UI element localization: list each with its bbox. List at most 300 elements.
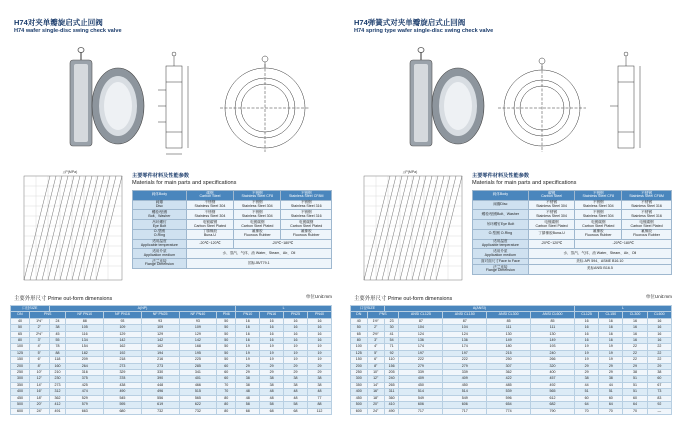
dimensions-cell: 16 [236,331,260,337]
dimensions-cell: 556 [141,395,179,401]
dimensions-cell: 50 [351,325,368,331]
materials-title-cn: 主要零件材料及性能参数 [472,173,530,179]
dimensions-cell: 80 [217,395,236,401]
dimensions-cell: 70 [574,408,598,414]
dimensions-cell: 329 [104,370,142,376]
dimensions-subheader-cell: PN6 [217,312,236,318]
dimensions-cell: 29 [260,370,284,376]
dimensions-cell: 30 [384,325,399,331]
dimensions-cell: 64 [574,402,598,408]
dimensions-cell: 16 [284,338,308,344]
dimensions-cell: 88 [49,350,66,356]
dimensions-cell: 663 [66,408,104,414]
dimensions-cell: 54 [384,338,399,344]
dimensions-cell: 19 [260,357,284,363]
dimensions-cell: 515 [179,389,217,395]
materials-header-cell: 不锈钢 Stainless Steel CF8M [281,191,332,201]
dimensions-cell: 60 [623,395,647,401]
dimensions-cell: 29 [647,363,671,369]
dimensions-cell: 490 [104,389,142,395]
dimensions-cell: 400 [351,389,368,395]
dimensions-cell: 55 [49,338,66,344]
dimensions-cell: 1½" [29,318,49,324]
dimensions-cell: 6" [29,357,49,363]
dimensions-cell: 130 [531,331,575,337]
dimensions-cell: 129 [141,331,179,337]
table-row [351,408,672,414]
dimensions-cell: 312 [49,389,66,395]
dimensions-cell: 339 [399,370,443,376]
dimensions-cell: 19 [307,350,331,356]
materials-value-cell: 氟橡胶 Fluorous Rubber [575,229,622,239]
dimensions-unit: 单位Unit:mm [645,294,672,299]
dimensions-subheader-cell: PN10 [236,312,260,318]
dimensions-cell: 19 [599,350,623,356]
dimensions-cell: 80 [217,402,236,408]
dimensions-cell: 265 [384,382,399,388]
dimensions-cell: 38 [236,376,260,382]
materials-value-cell: 不锈钢 Stainless Steel 316 [622,210,672,220]
dimensions-cell: 240 [531,350,575,356]
dimensions-cell: 450 [443,382,487,388]
dimensions-cell: 29 [307,370,331,376]
dimensions-cell: 105 [66,325,104,331]
dimensions-cell: 732 [179,408,217,414]
dimensions-cell: 38 [307,382,331,388]
dimensions-cell: 19 [260,350,284,356]
dimensions-header-cell: L [236,306,332,312]
dimensions-cell: 222 [443,357,487,363]
dimensions-cell: 48 [236,389,260,395]
dimensions-subheader-cell: CL600 [647,312,671,318]
dimensions-cell: 474 [66,389,104,395]
materials-value-cell: 不锈钢 Stainless Steel 304 [528,210,575,220]
dimensions-cell: 80 [351,338,368,344]
dimensions-cell: 50 [217,331,236,337]
dimensions-cell: 67 [647,382,671,388]
dimensions-cell: 4" [367,344,384,350]
dimensions-cell: 50 [217,318,236,324]
dimensions-cell: 22 [623,357,647,363]
dimensions-cell: 450 [399,382,443,388]
chart-axis-label: △P(MPa) [402,170,418,174]
dimensions-cell: 24" [367,408,384,414]
dimensions-header-cell: 口径SIZE [11,306,50,312]
dimensions-cell: 142 [104,338,142,344]
dimensions-cell: 250 [11,370,30,376]
materials-header-cell: 不锈钢 Stainless Steel CF8M [622,191,672,201]
dimensions-cell: 130 [487,331,531,337]
dimensions-cell: 48 [260,395,284,401]
dimensions-cell: 10" [367,370,384,376]
dimensions-cell: 19 [574,350,598,356]
materials-label-cell: O-型圈 O-Ring [473,229,529,239]
dimensions-cell: 19 [284,350,308,356]
valve-photo-side [70,48,92,147]
dimensions-cell: 491 [49,408,66,414]
dimensions-cell: 22 [623,350,647,356]
dimensions-cell: 539 [487,389,531,395]
dimensions-cell: 341 [179,370,217,376]
dimensions-cell: 194 [141,350,179,356]
dimensions-cell: 38 [307,376,331,382]
materials-row [473,220,672,230]
dimensions-cell: 92 [647,402,671,408]
materials-label-cell: 吊环螺钉Eye Bolt [473,220,529,230]
dimensions-cell: 266 [531,357,575,363]
dimensions-cell: 19 [599,357,623,363]
dimensions-subheader-cell: PNS [367,312,399,318]
dimensions-cell: 58 [260,402,284,408]
materials-header-cell: 阀体Body [473,191,529,201]
dimensions-cell: 279 [443,363,487,369]
dimensions-cell: 16 [574,331,598,337]
dimensions-cell: 16 [236,318,260,324]
dimensions-cell: 51 [623,376,647,382]
dimensions-cell: 2½" [367,331,384,337]
dimensions-cell: 250 [351,370,368,376]
materials-row [473,239,672,249]
dimensions-cell: 2½" [29,331,49,337]
dimensions-cell: 8" [29,363,49,369]
dimensions-cell: 16 [647,331,671,337]
dimensions-cell: 50 [217,344,236,350]
dimensions-cell: 732 [141,408,179,414]
dimensions-subheader-cell: DN [11,312,30,318]
dimensions-cell: 68 [236,408,260,414]
valve-section-drawing [158,52,188,154]
dimensions-cell: 316 [66,370,104,376]
dimensions-cell: 77 [307,395,331,401]
valve-photo-side [410,48,432,147]
dimensions-cell: 38 [260,382,284,388]
materials-header-cell: 碳钢 Carbon Steel [528,191,575,201]
dimensions-cell: 596 [487,395,531,401]
dimensions-cell: 38 [599,376,623,382]
dimensions-cell: 3" [367,338,384,344]
dimensions-cell: 19 [236,357,260,363]
dimensions-cell: 50 [217,338,236,344]
materials-label-cell: 面对面尺寸Face to Face [473,259,529,265]
dimensions-cell: 485 [487,382,531,388]
dimensions-cell: 400 [11,389,30,395]
materials-value-cell: 美标ANSI B16.5 [528,264,671,274]
materials-value-cell: -20℃~180℃ [575,239,672,249]
materials-value-cell: 不锈钢 Stainless Steel 316 [281,210,332,220]
dimensions-cell: 174 [399,344,443,350]
dimensions-cell: 717 [443,408,487,414]
dimensions-cell: 70 [217,382,236,388]
dimensions-cell: 60 [217,363,236,369]
dimensions-cell: 16 [599,331,623,337]
materials-label-cell: 适用温度 Applicable temperature [473,239,529,249]
dimensions-cell: 38 [647,370,671,376]
dimensions-cell: 790 [531,408,575,414]
dimensions-cell: 29 [623,363,647,369]
dimensions-cell: 16 [307,318,331,324]
dimensions-cell: 41 [384,331,399,337]
materials-row [133,239,332,249]
dimensions-cell: 2" [29,325,49,331]
materials-value-cell: 电镀碳钢 Carbon Steel Plated [234,220,281,230]
dimensions-cell: 448 [141,382,179,388]
dimensions-cell: 273 [141,363,179,369]
dimensions-header-cell: L [574,306,671,312]
dimensions-cell: 73 [647,389,671,395]
dimensions-cell: 16 [574,338,598,344]
dimensions-cell: 60 [217,376,236,382]
dimensions-cell: 50 [217,357,236,363]
dimensions-table [10,305,332,415]
dimensions-cell: 606 [443,402,487,408]
materials-row [133,220,332,230]
materials-value-cell: 丁腈橡胶 Buna-U [186,229,233,239]
dimensions-cell: 8" [367,363,384,369]
materials-value-cell: 不锈钢 Stainless Steel 304 [575,210,622,220]
dimensions-cell: 1½" [367,318,384,324]
materials-value-cell: -20℃~180℃ [234,239,332,249]
dimensions-cell: 150 [11,357,30,363]
materials-row [473,249,672,259]
dimensions-cell: 16 [284,325,308,331]
dimensions-subheader-cell: CL150 [599,312,623,318]
dimensions-cell: 4" [29,344,49,350]
dimensions-cell: 88 [66,318,104,324]
materials-label-cell: 适用温度 Applicable temperature [133,239,187,249]
dimensions-cell: 22 [623,344,647,350]
dimensions-cell: 51 [623,389,647,395]
dimensions-cell: 2" [367,325,384,331]
materials-label-cell: 阀瓣 Disc [133,200,187,210]
dimensions-subheader-cell: ANSI CL600 [531,312,575,318]
dimensions-cell: 20" [29,402,49,408]
valve-photo-front [92,68,144,144]
materials-value-cell: 氟橡胶 Fluorous Rubber [622,229,672,239]
materials-header-cell: 碳钢 Carbon Steel [186,191,233,201]
dimensions-cell: 19 [574,357,598,363]
dimensions-cell: 16 [647,325,671,331]
dimensions-cell: 218 [104,357,142,363]
materials-value-cell: 氟橡胶 Fluorous Rubber [234,229,281,239]
dimensions-cell: 264 [66,363,104,369]
dimensions-cell: 717 [399,408,443,414]
dimensions-cell: 142 [179,338,217,344]
dimensions-cell: 87 [443,318,487,324]
materials-label-cell: 适用介质 Application medium [473,249,529,259]
dimensions-cell: 18" [367,395,384,401]
dimensions-cell: 466 [179,382,217,388]
dimensions-cell: 300 [11,376,30,382]
dimensions-cell: 29 [574,363,598,369]
dimensions-cell: 150 [351,357,368,363]
materials-row [473,229,672,239]
dimensions-cell: 311 [384,389,399,395]
dimensions-cell: 51 [599,389,623,395]
materials-row [133,229,332,239]
dimensions-cell: 16 [260,338,284,344]
dimensions-subheader-cell: PN25 [284,312,308,318]
dimensions-cell: 60 [574,395,598,401]
dimensions-subheader-cell: NF PN40 [179,312,217,318]
dimensions-cell: 240 [384,376,399,382]
dimensions-subheader-cell: ANSI CL300 [487,312,531,318]
materials-row [473,210,672,220]
materials-value-cell: 不锈钢 Stainless Steel 304 [186,210,233,220]
materials-title-cn: 主要零件材料及性能参数 [132,173,190,179]
materials-value-cell: 丁腈橡胶Buna-U [528,229,575,239]
dimensions-cell: 70 [623,408,647,414]
materials-row [133,259,332,269]
dimensions-cell: 600 [351,408,368,414]
materials-value-cell: 氟橡胶 Fluorous Rubber [281,229,332,239]
dimensions-cell: 19 [574,344,598,350]
dimensions-cell: 14" [367,382,384,388]
materials-table [472,190,672,275]
dimensions-cell: 29 [284,370,308,376]
dimensions-cell: 600 [11,408,30,414]
materials-label-cell: 法兰连接 Flange Dimension [473,264,529,274]
dimensions-cell: 362 [49,395,66,401]
materials-value-cell: 美标 API 594、ASME B16.10 [528,259,671,265]
dimensions-cell: 160 [49,363,66,369]
materials-label-cell: O-型圈 O-Ring [133,229,187,239]
materials-header-cell: 不锈钢 Stainless Steel CF8 [234,191,281,201]
page-title-en: H74 spring type wafer single-disc swing check valve [354,28,494,34]
dimensions-cell: 401 [179,376,217,382]
dimensions-cell: 350 [11,382,30,388]
dimensions-cell: 595 [104,402,142,408]
dimensions-cell: 200 [351,363,368,369]
dimensions-cell: 149 [487,338,531,344]
dimensions-cell: 44 [599,382,623,388]
dimensions-cell: 29 [599,363,623,369]
dimensions-cell: 70 [217,389,236,395]
dimensions-cell: 14" [29,382,49,388]
dimensions-cell: 136 [399,338,443,344]
dimensions-cell: 24" [29,408,49,414]
dimensions-cell: 16 [599,318,623,324]
dimensions-cell: 215 [487,350,531,356]
dimensions-cell: 19 [307,357,331,363]
dimensions-cell: 58 [236,402,260,408]
dimensions-cell: 273 [49,382,66,388]
dimensions-cell: 16 [260,331,284,337]
dimensions-cell: 22 [647,357,671,363]
valve-drawing [380,42,670,162]
dimensions-cell: 23 [384,318,399,324]
dimensions-cell: 58 [284,402,308,408]
dimensions-cell: 529 [66,395,104,401]
dimensions-cell: 16 [574,325,598,331]
materials-value-cell: 水、蒸汽、气体、油 Water、Steam、Air、Oil [186,249,331,259]
dimensions-cell: 45 [49,331,66,337]
dimensions-cell: 174 [443,344,487,350]
dimensions-cell: 50 [217,325,236,331]
dimensions-cell: 80 [11,338,30,344]
dimensions-cell: 16 [647,338,671,344]
dimensions-cell: 19 [599,344,623,350]
table-row [11,408,332,414]
dimensions-cell: 19 [236,350,260,356]
dimensions-cell: 192 [104,350,142,356]
materials-title-en: Materials for main parts and specifications [132,180,237,186]
pressure-loss-chart [10,168,125,286]
dimensions-cell: 492 [531,382,575,388]
dimensions-cell: 285 [179,363,217,369]
dimensions-cell: 87 [399,318,443,324]
dimensions-cell: 29 [574,370,598,376]
dimensions-cell: 38 [236,382,260,388]
dimensions-cell: 100 [11,344,30,350]
dimensions-header-cell: A(ANSI) [384,306,574,312]
dimensions-subheader-cell: PN40 [307,312,331,318]
dimensions-cell: 682 [531,402,575,408]
chart-axis-label: △P(MPa) [62,170,78,174]
dimensions-cell: 375 [66,376,104,382]
materials-value-cell: -20℃~120℃ [528,239,575,249]
dimensions-subheader-cell: NF PN16 [104,312,142,318]
dimensions-cell: 24 [49,318,66,324]
dimensions-cell: 3" [29,338,49,344]
dimensions-cell: 19 [260,344,284,350]
dimensions-cell: 109 [141,325,179,331]
materials-row [473,200,672,210]
dimensions-cell: 85 [487,318,531,324]
valve-photo-front [432,68,484,144]
dimensions-cell: 111 [487,325,531,331]
dimensions-cell: 68 [260,408,284,414]
materials-label-cell: 适用介质 Application medium [133,249,187,259]
materials-value-cell: 不锈钢 Stainless Steel 304 [186,200,233,210]
dimensions-cell: 16 [284,318,308,324]
dimensions-cell: 104 [399,325,443,331]
dimensions-cell: 50 [217,350,236,356]
dimensions-cell: 29 [260,363,284,369]
dimensions-cell: 38 [284,376,308,382]
dimensions-cell: 619 [141,402,179,408]
materials-table [132,190,332,269]
pressure-loss-chart [350,168,465,286]
dimensions-title: 主要外形尺寸 Prime out-form dimensions [354,296,453,302]
dimensions-cell: 50 [11,325,30,331]
dimensions-cell: 71 [384,344,399,350]
dimensions-cell: 38 [574,376,598,382]
dimensions-cell: 51 [574,389,598,395]
dimensions-cell: 83 [647,395,671,401]
dimensions-cell: 193 [531,344,575,350]
dimensions-cell: 339 [443,370,487,376]
dimensions-cell: 48 [260,389,284,395]
dimensions-cell: 93 [141,318,179,324]
dimensions-cell: 60 [599,395,623,401]
dimensions-cell: 362 [487,370,531,376]
dimensions-header-cell: A(NP) [49,306,236,312]
dimensions-cell: 549 [399,395,443,401]
dimensions-cell: 19 [236,344,260,350]
dimensions-cell: 210 [49,370,66,376]
dimensions-cell: 129 [104,331,142,337]
dimensions-cell: 18" [29,395,49,401]
dimensions-cell: 38 [623,370,647,376]
dimensions-cell: 112 [307,408,331,414]
materials-value-cell: 不锈钢 Stainless Steel 316 [281,200,332,210]
dimensions-cell: 110 [384,357,399,363]
dimensions-cell: 457 [531,376,575,382]
dimensions-cell: 38 [49,325,66,331]
dimensions-cell: 88 [307,402,331,408]
dimensions-cell: 162 [104,344,142,350]
page-title-cn: H74对夹单瓣旋启式止回阀 [14,18,103,27]
